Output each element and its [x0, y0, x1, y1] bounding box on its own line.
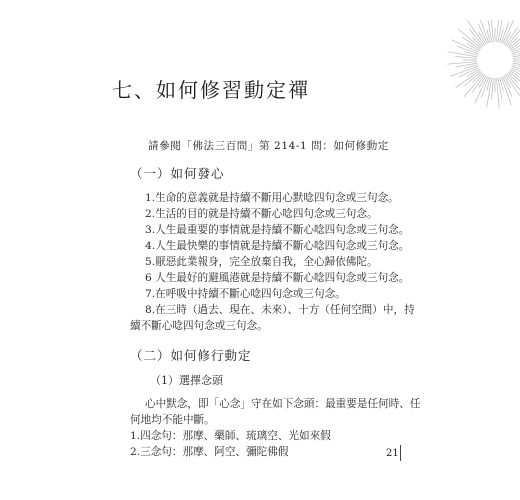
- list-item: 2.生活的目的就是持續不斷心唸四句念或三句念。: [145, 208, 378, 220]
- reference-note: 請參閱「佛法三百問」第 214-1 問：如何修動定: [148, 140, 389, 152]
- page-number: 21: [386, 448, 399, 459]
- section-heading-1: （一）如何發心: [130, 166, 225, 181]
- list-item: 7.在呼吸中持續不斷心唸四句念或三句念。: [145, 288, 346, 300]
- list-item: 3.人生最重要的事情就是持續不斷心唸四句念或三句念。: [145, 224, 410, 236]
- list-item: 4.人生最快樂的事情就是持續不斷心唸四句念或三句念。: [145, 240, 410, 252]
- list-item: 2.三念句：那摩、阿空、彌陀佛假: [130, 446, 289, 458]
- list-item: 5.厭惡此業報身，完全放棄自我，全心歸依佛陀。: [145, 256, 378, 268]
- paragraph-line: 心中默念，即「心念」守在如下念頭：最重要是任何時、任: [145, 398, 421, 410]
- sunburst-decoration: [380, 20, 520, 120]
- section-heading-2: （二）如何修行動定: [130, 348, 252, 363]
- subheading: （1）選擇念頭: [150, 374, 223, 387]
- list-item: 8.在三時（過去、現在、未來）、十方（任何空間）中，持: [145, 304, 415, 316]
- list-item: 6 人生最好的避風港就是持續不斷心唸四句念或三句念。: [145, 272, 410, 284]
- list-item: 1.生命的意義就是持續不斷用心默唸四句念或三句念。: [145, 192, 399, 204]
- list-item: 1.四念句：那摩、藥師、琉璃空、光如來假: [130, 430, 331, 442]
- paragraph-line: 何地均不能中斷。: [130, 414, 215, 426]
- page-number-divider: [400, 445, 401, 461]
- chapter-title: 七、如何修習動定禪: [112, 78, 310, 102]
- list-item-continuation: 續不斷心唸四句念或三句念。: [130, 320, 268, 332]
